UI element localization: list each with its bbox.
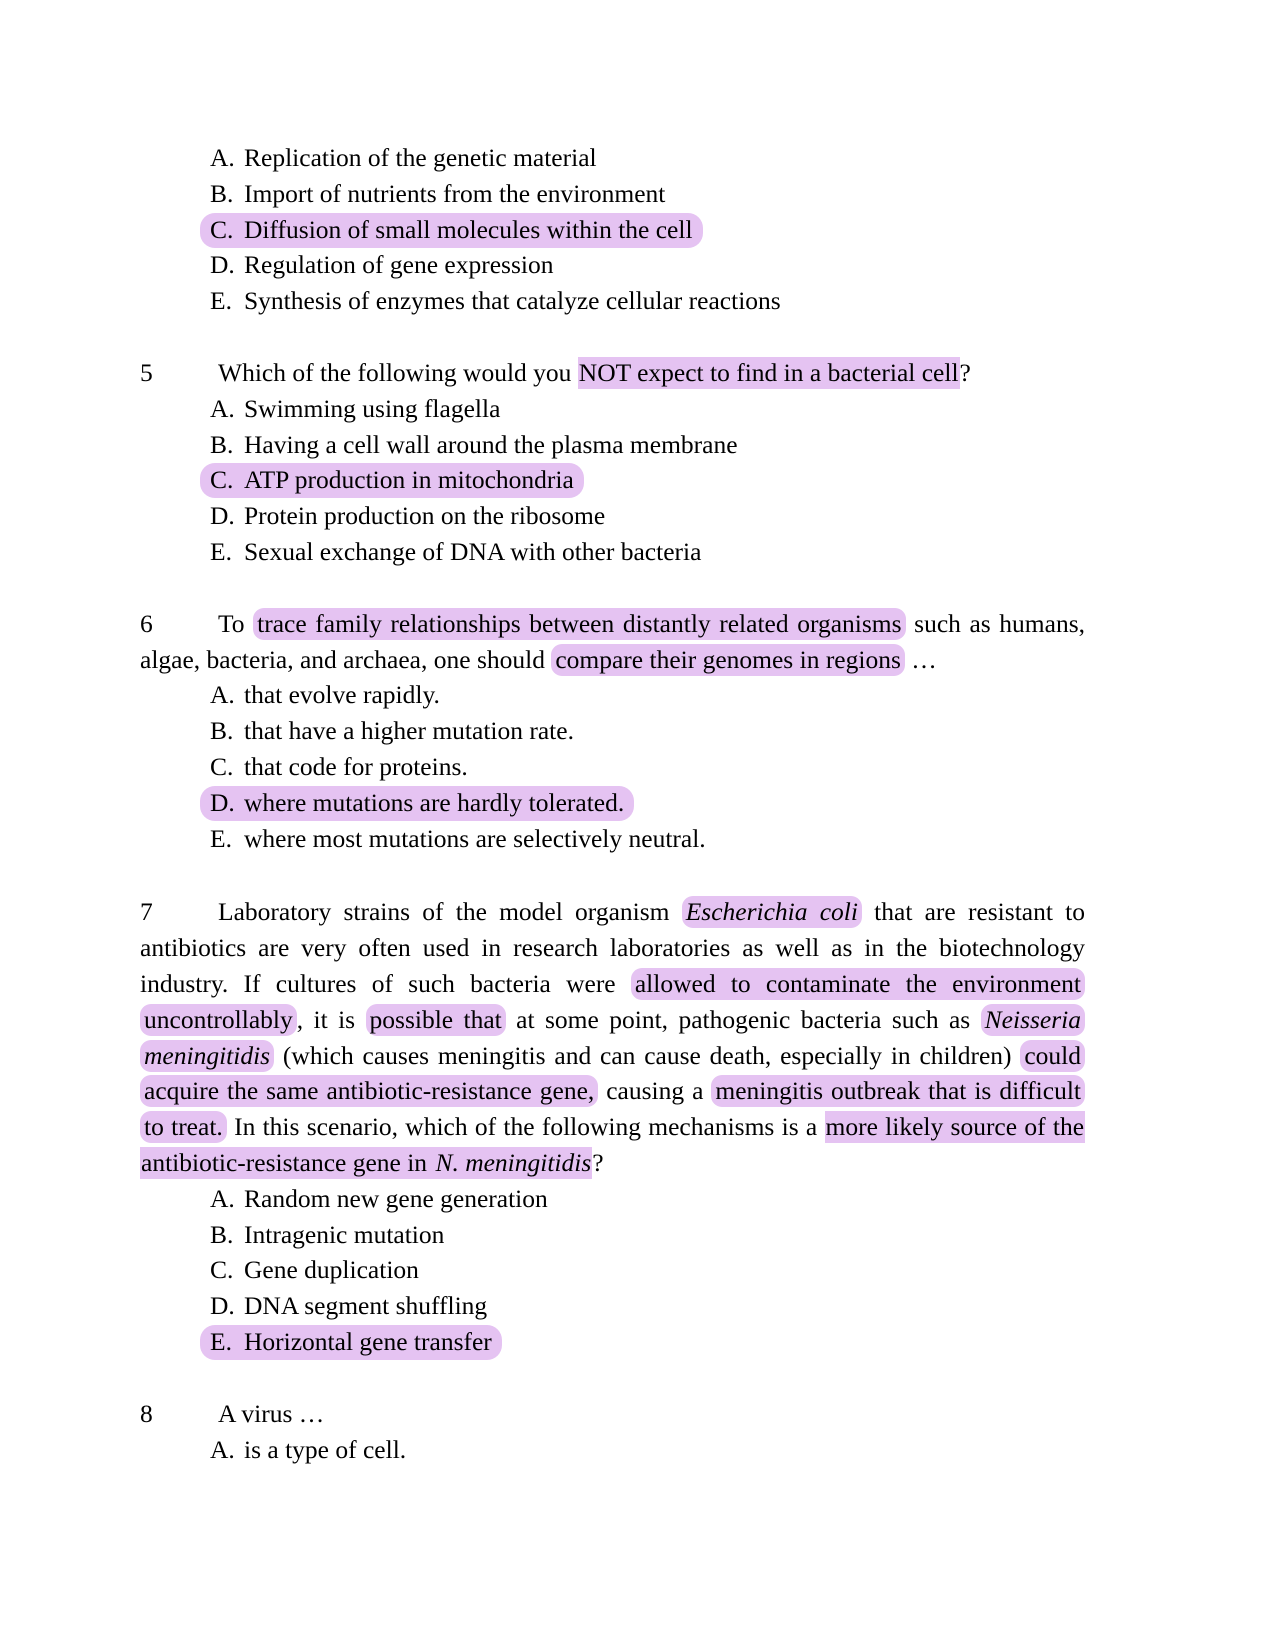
option-text: Sexual exchange of DNA with other bacteria: [244, 536, 702, 566]
option-text: that code for proteins.: [244, 751, 468, 781]
option-text: Gene duplication: [244, 1255, 419, 1285]
option-row[interactable]: [140, 749, 1085, 785]
option-text: ATP production in mitochondria: [244, 465, 574, 495]
option-letter: D.: [210, 250, 235, 280]
stem-text: Which of the following would you: [218, 357, 578, 387]
question-number: 5: [140, 357, 153, 387]
option-row[interactable]: [140, 247, 1085, 283]
option-text: that evolve rapidly.: [244, 680, 440, 710]
question-4-options: [140, 140, 1085, 319]
highlighted-phrase: more likely source of the antibiotic-resistance gene in: [141, 1112, 1085, 1177]
option-row-highlighted[interactable]: [140, 785, 1085, 821]
option-letter: B.: [210, 429, 234, 459]
question-6: [140, 606, 1085, 678]
option-text: Replication of the genetic material: [244, 143, 597, 172]
option-row[interactable]: [140, 534, 1085, 570]
option-letter: B.: [210, 178, 234, 208]
option-row[interactable]: [140, 140, 1085, 176]
option-text: where most mutations are selectively neutral.: [244, 823, 706, 853]
question-stem: [140, 606, 1085, 678]
option-row[interactable]: [140, 677, 1085, 713]
stem-text: that are resistant to antibiotics are very often used in research laboratories as well as in the biotechnology industry. If cultures of such bacteria were: [140, 897, 1085, 998]
option-letter: B.: [210, 1219, 234, 1249]
spacer: [140, 1360, 1085, 1396]
option-row[interactable]: [140, 1432, 1085, 1468]
question-stem: [140, 355, 1085, 391]
option-letter: E.: [210, 536, 232, 566]
stem-text: (which causes meningitis and can cause death, especially in children): [274, 1040, 1021, 1070]
stem-text: at some point, pathogenic bacteria such as: [505, 1004, 981, 1034]
highlighted-species-name: Escherichia coli: [682, 896, 862, 928]
spacer: [140, 856, 1085, 894]
stem-text: such as humans, algae, bacteria, and archaea, one should: [140, 608, 1085, 674]
option-letter: A.: [210, 393, 235, 423]
option-row-highlighted[interactable]: [140, 212, 1085, 248]
option-text: that have a higher mutation rate.: [244, 716, 574, 746]
question-stem: A virus …: [218, 1398, 325, 1428]
option-row[interactable]: [140, 713, 1085, 749]
option-letter: B.: [210, 716, 234, 746]
question-5-options: [140, 391, 1085, 570]
question-8: [140, 1396, 1085, 1432]
question-number: 8: [140, 1398, 153, 1428]
option-text: Import of nutrients from the environment: [244, 178, 666, 208]
question-8-options: [140, 1432, 1085, 1468]
option-text: is a type of cell.: [244, 1434, 407, 1464]
option-letter: A.: [210, 680, 235, 710]
stem-text: In this scenario, which of the following mechanisms is a: [226, 1112, 825, 1142]
option-text: Horizontal gene transfer: [244, 1326, 492, 1356]
question-7-options: [140, 1181, 1085, 1360]
highlighted-phrase: compare their genomes in regions: [551, 644, 905, 676]
stem-text: , it is: [296, 1004, 366, 1034]
highlighted-phrase: meningitis outbreak that is difficult to treat.: [140, 1075, 1085, 1143]
option-row[interactable]: [140, 427, 1085, 463]
option-letter: C.: [210, 465, 234, 495]
option-letter: A.: [210, 1183, 235, 1213]
stem-text: causing a: [598, 1076, 712, 1106]
option-text: Swimming using flagella: [244, 393, 501, 423]
stem-text: Laboratory strains of the model organism: [218, 897, 682, 927]
option-row[interactable]: [140, 1252, 1085, 1288]
option-row[interactable]: [140, 1288, 1085, 1324]
highlighted-phrase: possible that: [366, 1004, 506, 1036]
stem-text: …: [904, 644, 937, 674]
highlighted-species-name: Neisseria meningitidis: [140, 1004, 1085, 1072]
page-content: [140, 140, 1085, 1467]
option-text: Protein production on the ribosome: [244, 501, 606, 531]
option-letter: E.: [210, 823, 232, 853]
spacer: [140, 319, 1085, 355]
highlighted-phrase: could acquire the same antibiotic-resistance gene,: [140, 1040, 1085, 1108]
option-text: DNA segment shuffling: [244, 1291, 488, 1321]
option-letter: E.: [210, 286, 232, 316]
highlight-marker: [200, 786, 634, 821]
question-number: 6: [140, 608, 153, 638]
question-7: [140, 894, 1085, 1180]
option-letter: C.: [210, 751, 234, 781]
option-letter: D.: [210, 1291, 235, 1321]
option-letter: C.: [210, 214, 234, 244]
highlighted-species-name: N. meningitidis: [435, 1147, 592, 1177]
option-row-highlighted[interactable]: [140, 1324, 1085, 1360]
question-number: 7: [140, 897, 153, 927]
option-letter: D.: [210, 501, 235, 531]
stem-text: ?: [959, 357, 971, 387]
option-text: Diffusion of small molecules within the cell: [244, 214, 693, 244]
option-text: Regulation of gene expression: [244, 250, 554, 280]
option-row[interactable]: [140, 391, 1085, 427]
option-text: Intragenic mutation: [244, 1219, 445, 1249]
highlighted-phrase: NOT expect to find in a bacterial cell: [578, 357, 959, 387]
option-letter: A.: [210, 143, 235, 172]
highlighted-phrase: allowed to contaminate the environment uncontrollably: [140, 968, 1085, 1036]
option-text: Random new gene generation: [244, 1183, 548, 1213]
question-stem: [140, 894, 1085, 1180]
option-letter: A.: [210, 1434, 235, 1464]
option-letter: E.: [210, 1326, 232, 1356]
option-letter: D.: [210, 787, 235, 817]
highlight-marker: [200, 463, 584, 498]
option-row[interactable]: [140, 176, 1085, 212]
option-text: Having a cell wall around the plasma membrane: [244, 429, 738, 459]
question-6-options: [140, 677, 1085, 856]
option-text: where mutations are hardly tolerated.: [244, 787, 625, 817]
stem-text: ?: [592, 1147, 604, 1177]
highlighted-phrase: trace family relationships between distantly related organisms: [253, 608, 905, 640]
spacer: [140, 570, 1085, 606]
option-row[interactable]: [140, 1217, 1085, 1253]
option-row[interactable]: [140, 821, 1085, 857]
option-row[interactable]: [140, 1181, 1085, 1217]
stem-text: To: [218, 608, 254, 638]
option-letter: C.: [210, 1255, 234, 1285]
question-5: [140, 355, 1085, 391]
option-row[interactable]: [140, 283, 1085, 319]
option-row[interactable]: [140, 498, 1085, 534]
highlight-marker: [200, 1325, 502, 1360]
option-text: Synthesis of enzymes that catalyze cellular reactions: [244, 286, 781, 316]
highlight-marker: [200, 213, 703, 248]
option-row-highlighted[interactable]: [140, 462, 1085, 498]
